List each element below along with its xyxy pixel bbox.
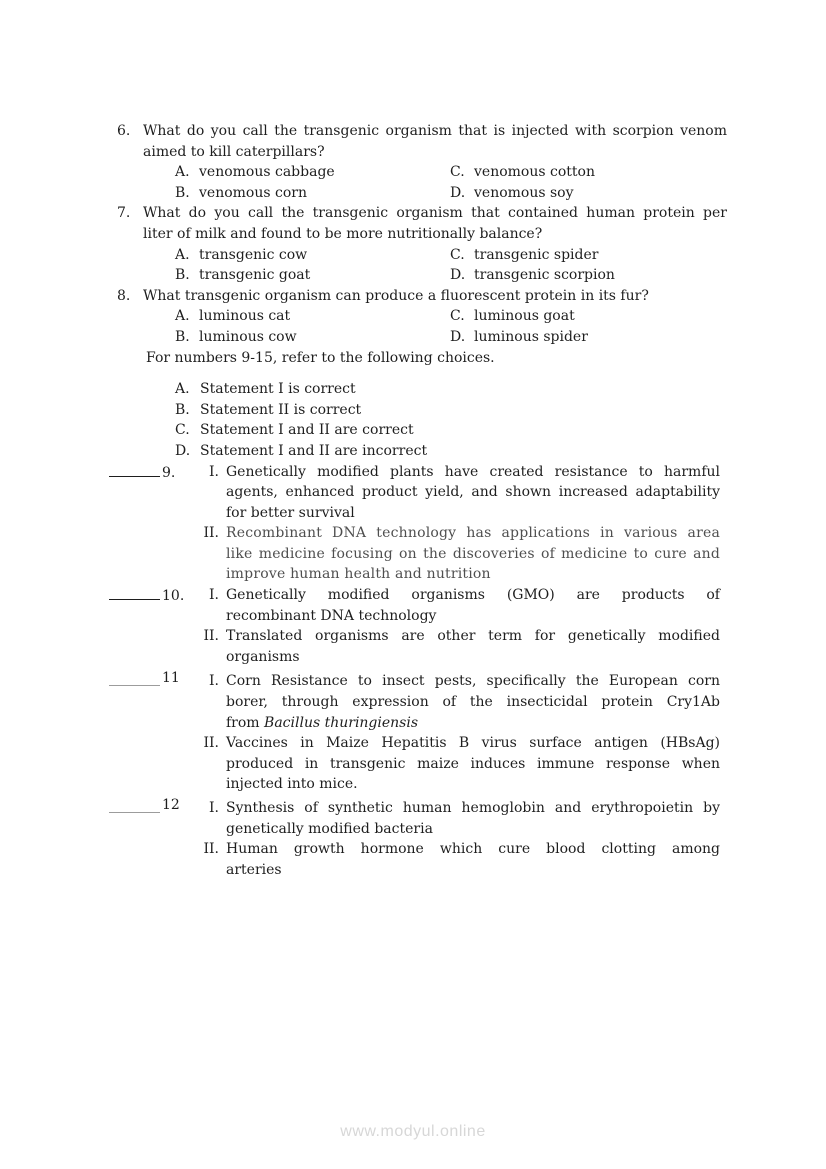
choices-list (175, 379, 727, 461)
statement-line: Genetically modified plants have created resistance to harmful (226, 463, 720, 480)
statement-line: borer, through expression of the insecticidal protein Cry1Ab (226, 694, 720, 711)
choice-letter: A. (175, 381, 190, 398)
choice-label: Statement I and II are incorrect (200, 442, 428, 459)
question-body (143, 286, 727, 348)
item-10 (109, 585, 727, 667)
item-number: 11 (162, 670, 180, 687)
statement-text (226, 462, 720, 524)
answer-blank (109, 462, 160, 477)
statement-text (226, 585, 720, 626)
option-label: venomous corn (199, 184, 307, 201)
choice-row (175, 441, 727, 462)
option-a (175, 245, 450, 266)
statement-numeral: II. (203, 841, 219, 858)
choice-row (175, 379, 727, 400)
option-letter: C. (450, 308, 465, 325)
statement-line: Translated organisms are other term for genetically modified (226, 628, 720, 645)
choice-label: Statement I and II are correct (200, 422, 414, 439)
statement-line: agents, enhanced product yield, and shown increased adaptability (226, 484, 720, 501)
page-content (117, 121, 727, 880)
options-grid (175, 245, 727, 286)
item-number: 12 (162, 797, 180, 813)
option-label: luminous goat (474, 308, 575, 325)
watermark: www.modyul.online (340, 1123, 486, 1141)
option-label: transgenic spider (474, 246, 599, 263)
option-label: transgenic cow (199, 246, 308, 263)
options-row (175, 306, 727, 327)
statement-text (226, 798, 720, 839)
options-grid (175, 306, 727, 347)
option-d (450, 327, 588, 348)
choice-letter: B. (175, 401, 190, 418)
statement-numeral: I. (209, 800, 219, 816)
question-text-line: What do you call the transgenic organism that contained human protein per (143, 205, 727, 222)
statement-line: Recombinant DNA technology has applications in various area (226, 525, 720, 542)
statement-numeral: II. (203, 628, 219, 645)
statement-line: produced in transgenic maize induces immune response when (226, 755, 720, 772)
option-letter: A. (175, 164, 190, 181)
answer-blank (109, 798, 160, 813)
statement-numeral: I. (209, 587, 219, 604)
option-label: venomous cotton (474, 164, 595, 181)
option-c (450, 306, 575, 327)
statement-line: Genetically modified organisms (GMO) are products of (226, 587, 720, 604)
question-text-line: aimed to kill caterpillars? (143, 143, 325, 160)
item-number-cell (109, 798, 190, 839)
choice-row (175, 420, 727, 441)
question-number: 6. (117, 123, 131, 139)
choice-label: Statement II is correct (200, 401, 362, 418)
options-row (175, 162, 727, 183)
question-text-line: liter of milk and found to be more nutritionally balance? (143, 225, 543, 242)
option-letter: B. (175, 267, 190, 284)
species-name-italic: Bacillus thuringiensis (264, 714, 419, 731)
statement-line: Synthesis of synthetic human hemoglobin and erythropoietin by (226, 800, 720, 816)
statement-items (109, 462, 727, 881)
statement-numeral: II. (203, 525, 219, 542)
question-body (143, 203, 727, 285)
option-letter: A. (175, 246, 190, 263)
answer-blank (109, 671, 160, 686)
options-row (175, 327, 727, 348)
statement-line: genetically modified bacteria (226, 820, 433, 837)
statement-line: organisms (226, 648, 300, 665)
item-number-cell (109, 585, 190, 626)
options-grid (175, 162, 727, 203)
option-letter: D. (450, 267, 466, 284)
options-row (175, 245, 727, 266)
statement-text (226, 671, 720, 733)
question-text-line: What transgenic organism can produce a fluorescent protein in its fur? (143, 287, 649, 304)
statement-line: injected into mice. (226, 776, 358, 793)
option-letter: C. (450, 164, 465, 181)
statement-numeral: II. (203, 735, 219, 752)
option-label: transgenic scorpion (474, 267, 615, 284)
spacer (109, 626, 190, 667)
statement-line: for better survival (226, 504, 355, 521)
statement-numeral: I. (209, 463, 219, 480)
statement-line (226, 713, 720, 734)
spacer (109, 839, 190, 880)
option-label: venomous soy (474, 184, 574, 201)
option-letter: B. (175, 184, 190, 201)
choice-label: Statement I is correct (200, 381, 356, 398)
statement-line: Vaccines in Maize Hepatitis B virus surface antigen (HBsAg) (226, 735, 720, 752)
answer-blank (109, 585, 160, 600)
option-letter: D. (450, 184, 466, 201)
question-6 (117, 121, 727, 203)
item-number: 9. (162, 464, 176, 481)
option-b (175, 327, 450, 348)
option-b (175, 183, 450, 204)
option-label: luminous cow (199, 328, 297, 345)
option-a (175, 162, 450, 183)
statement-text (226, 626, 720, 667)
statement-line: improve human health and nutrition (226, 566, 491, 583)
item-number: 10. (162, 588, 185, 605)
choice-letter: D. (175, 442, 191, 459)
statement-line: Corn Resistance to insect pests, specifically the European corn (226, 673, 720, 690)
option-d (450, 183, 574, 204)
option-label: venomous cabbage (199, 164, 335, 181)
item-number-cell (109, 671, 190, 733)
statement-text (226, 839, 720, 880)
option-c (450, 245, 598, 266)
statement-line: like medicine focusing on the discoveries of medicine to cure and (226, 545, 720, 562)
options-row (175, 183, 727, 204)
instruction-text: For numbers 9-15, refer to the following choices. (146, 349, 495, 366)
option-a (175, 306, 450, 327)
option-letter: C. (450, 246, 465, 263)
statement-line: Human growth hormone which cure blood clotting among (226, 841, 720, 858)
option-label: luminous cat (199, 308, 291, 325)
spacer (109, 733, 190, 795)
statement-line-text: from (226, 714, 265, 731)
statement-line: recombinant DNA technology (226, 607, 437, 624)
item-number-cell (109, 462, 190, 524)
options-row (175, 265, 727, 286)
option-d (450, 265, 615, 286)
spacer (109, 523, 190, 585)
question-7 (117, 203, 727, 285)
option-b (175, 265, 450, 286)
choice-letter: C. (175, 422, 190, 439)
item-9 (109, 462, 727, 586)
option-letter: D. (450, 328, 466, 345)
option-label: transgenic goat (199, 267, 311, 284)
option-letter: A. (175, 308, 190, 325)
question-text-line: What do you call the transgenic organism that is injected with scorpion venom (143, 123, 727, 139)
statement-text (226, 733, 720, 795)
statement-line: arteries (226, 861, 282, 878)
statement-numeral: I. (209, 673, 219, 690)
option-letter: B. (175, 328, 190, 345)
item-11 (109, 671, 727, 795)
item-12 (109, 798, 727, 880)
question-number: 8. (117, 287, 131, 304)
option-c (450, 162, 595, 183)
option-label: luminous spider (474, 328, 588, 345)
statement-text (226, 523, 720, 585)
question-number: 7. (117, 205, 131, 222)
question-8 (117, 286, 727, 348)
question-body (143, 121, 727, 203)
choice-row (175, 400, 727, 421)
